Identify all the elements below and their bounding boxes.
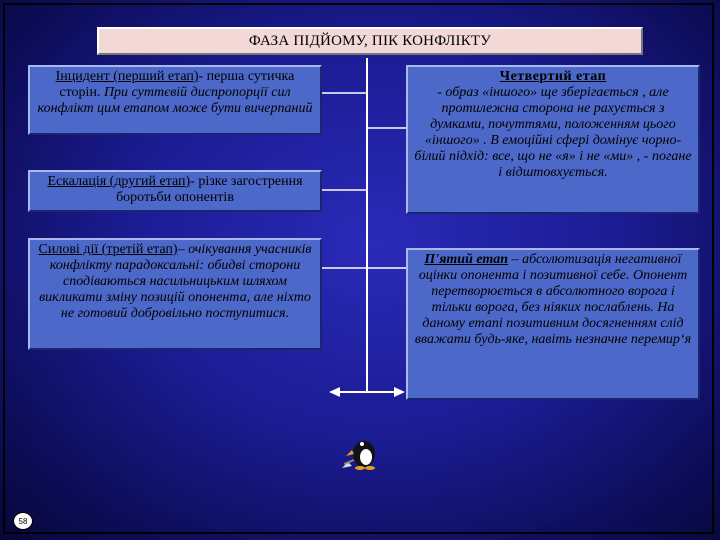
incident-box	[28, 65, 322, 135]
fifth-stage-box	[406, 248, 700, 400]
escalation-box	[28, 170, 322, 212]
incident-title: Інцидент (перший етап)	[55, 69, 199, 84]
slide-title-text: ФАЗА ПІДЙОМУ, ПІК КОНФЛІКТУ	[248, 32, 492, 49]
escalation-desc: - різке загострення боротьби опонентів	[116, 174, 303, 205]
fifth-stage-desc: – абсолютизація негативної оцінки опонента і позитивної себе. Опонент перетворюється в абсолютного ворога і тільки ворога, без ніяких послаблень. На даному етапі позитивним досягненням слід вважати будь-яке, навіть незначне перемир‘я	[414, 252, 692, 347]
fifth-stage-title: П'ятий етап	[424, 252, 509, 267]
clash-desc: – очікування учасників конфлікту парадоксальні: обидві сторони сподіваються насильницьким шляхом викликати зміну позицій опонента, але ніхто не готовий добровільно поступитися.	[39, 242, 312, 321]
clash-box	[28, 238, 322, 350]
escalation-title: Ескалація (другий етап)	[47, 174, 191, 189]
fourth-stage-title: Четвертий етап	[499, 69, 607, 84]
penguin-mascot-icon	[338, 432, 382, 472]
arrow-right-head	[394, 387, 405, 397]
fourth-stage-desc: - образ «іншого» ще зберігається , але протилежна сторона не рахується з думками, почуттями, положенням цього «іншого» . В емоційні сфері домінує чорно-білий підхід: все, що не «я» і не «ми» , - погане і відштовхується.	[414, 85, 692, 180]
clash-title: Силові дії (третій етап)	[38, 242, 178, 257]
incident-desc-italic: При суттєвій диспропорції сил конфлікт цим етапом може бути вичерпаний	[37, 85, 313, 116]
page-number: 58	[18, 516, 28, 526]
arrow-left-head	[329, 387, 340, 397]
page-number-badge	[13, 512, 33, 530]
fourth-stage-box	[406, 65, 700, 214]
incident-desc-plain: - перша сутичка сторін.	[59, 69, 295, 100]
